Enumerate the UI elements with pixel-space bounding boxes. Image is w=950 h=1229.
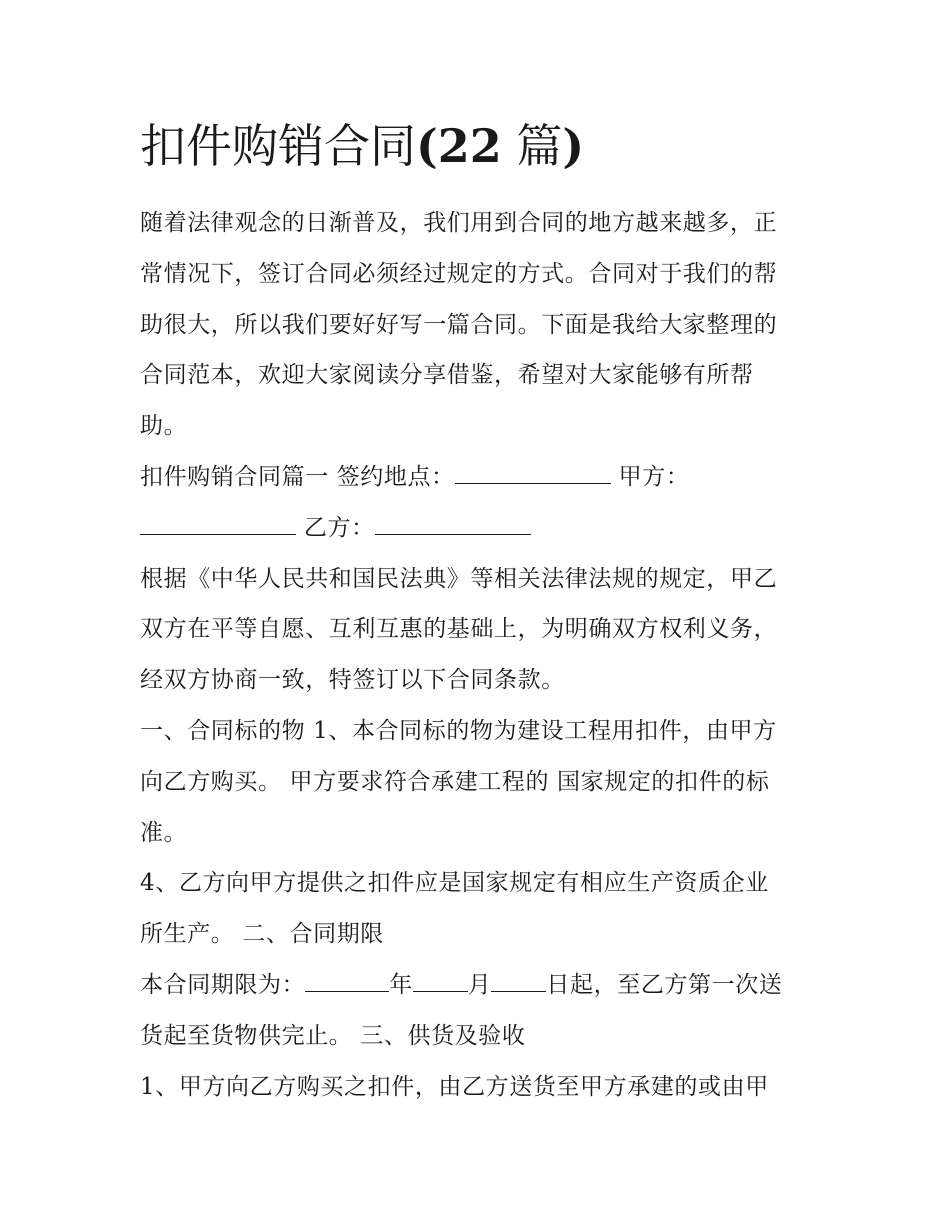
title-unit: 篇 bbox=[501, 119, 563, 173]
subject-line: 一、合同标的物 1、本合同标的物为建设工程用扣件，由甲方 bbox=[140, 717, 777, 744]
intro-line: 助很大，所以我们要好好写一篇合同。下面是我给大家整理的 bbox=[140, 311, 778, 338]
basis-line: 双方在平等自愿、互利互惠的基础上，为明确双方权利义务， bbox=[140, 616, 778, 643]
party-b-blank bbox=[375, 516, 531, 535]
delivery-line: 1、甲方向乙方购买之扣件，由乙方送货至甲方承建的或由甲 bbox=[140, 1073, 769, 1100]
term-line-2: 货起至货物供完止。 三、供货及验收 bbox=[140, 1022, 526, 1049]
party-a-blank bbox=[140, 516, 296, 535]
term-line bbox=[140, 960, 812, 1011]
title-open-paren: ( bbox=[416, 119, 438, 173]
title-main: 扣件购销合同 bbox=[140, 119, 416, 173]
document-body bbox=[140, 198, 812, 1112]
basis-line: 根据《中华人民共和国民法典》等相关法律法规的规定，甲乙 bbox=[140, 565, 778, 592]
subject-line: 准。 bbox=[140, 819, 188, 846]
document-title bbox=[140, 116, 584, 176]
qualification-line: 4、乙方向甲方提供之扣件应是国家规定有相应生产资质企业 bbox=[140, 870, 769, 897]
party-a-label: 甲方： bbox=[610, 463, 690, 490]
signing-place-label: 扣件购销合同篇一 签约地点： bbox=[140, 463, 455, 490]
intro-line: 合同范本，欢迎大家阅读分享借鉴，希望对大家能够有所帮 bbox=[140, 362, 754, 389]
term-label: 本合同期限为： bbox=[140, 971, 306, 998]
intro-line: 常情况下，签订合同必须经过规定的方式。合同对于我们的帮 bbox=[140, 260, 778, 287]
signing-place-blank bbox=[455, 465, 611, 484]
term-year-blank bbox=[305, 973, 389, 992]
intro-line: 助。 bbox=[140, 413, 188, 440]
term-month-blank bbox=[413, 973, 468, 992]
signing-place-line bbox=[140, 452, 812, 503]
term-month-label: 月 bbox=[467, 971, 492, 998]
term-day-blank bbox=[491, 973, 546, 992]
title-count: 22 bbox=[437, 119, 502, 173]
party-b-label: 乙方： bbox=[296, 514, 375, 541]
intro-line: 随着法律观念的日渐普及，我们用到合同的地方越来越多，正 bbox=[140, 210, 778, 236]
party-line bbox=[140, 503, 812, 554]
term-year-label: 年 bbox=[389, 971, 413, 998]
title-close-paren: ) bbox=[562, 119, 585, 173]
qualification-line: 所生产。 二、合同期限 bbox=[140, 921, 384, 948]
subject-line: 向乙方购买。 甲方要求符合承建工程的 国家规定的扣件的标 bbox=[140, 768, 770, 795]
term-rest: 日起，至乙方第一次送 bbox=[546, 971, 783, 998]
basis-line: 经双方协商一致，特签订以下合同条款。 bbox=[140, 667, 565, 694]
